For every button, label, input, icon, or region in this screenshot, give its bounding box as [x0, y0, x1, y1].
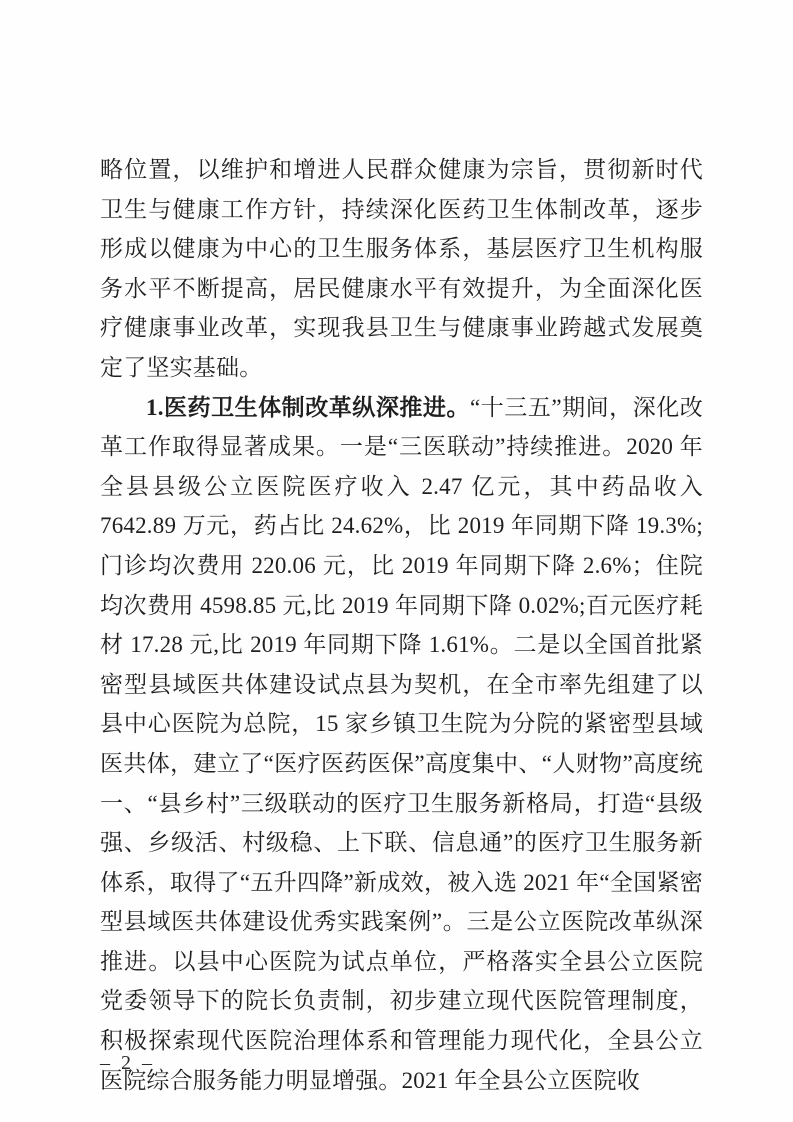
- document-body: [100, 150, 703, 1100]
- paragraph-text: “十三五”期间，深化改革工作取得显著成果。一是“三医联动”持续推进。2020 年全县县级公立医院医疗收入 2.47 亿元，其中药品收入 7642.89 万元，药占比 24.62%，比 2019 年同期下降 19.3%;门诊均次费用 220.06 元，比 2019 年同期下降 2.6%；住院均次费用 4598.85 元,比 2019 年同期下降 0.02%;百元医疗耗材 17.28 元,比 2019 年同期下降 1.61%。二是以全国首批紧密型县域医共体建设试点县为契机，在全市率先组建了以县中心医院为总院，15 家乡镇卫生院为分院的紧密型县域医共体，建立了“医疗医药医保”高度集中、“人财物”高度统一、“县乡村”三级联动的医疗卫生服务新格局，打造“县级强、乡级活、村级稳、上下联、信息通”的医疗卫生服务新体系，取得了“五升四降”新成效，被入选 2021 年“全国紧密型县域医共体建设优秀实践案例”。三是公立医院改革纵深推进。以县中心医院为试点单位，严格落实全县公立医院党委领导下的院长负责制，初步建立现代医院管理制度，积极探索现代医院治理体系和管理能力现代化，全县公立医院综合服务能力明显增强。2021 年全县公立医院收: [100, 394, 704, 1093]
- paragraph-section-1: [100, 388, 703, 1101]
- paragraph-text: 略位置，以维护和增进人民群众健康为宗旨，贯彻新时代卫生与健康工作方针，持续深化医药卫生体制改革，逐步形成以健康为中心的卫生服务体系，基层医疗卫生机构服务水平不断提高，居民健康水平有效提升，为全面深化医疗健康事业改革，实现我县卫生与健康事业跨越式发展奠定了坚实基础。: [100, 157, 703, 380]
- paragraph-continuation: [100, 150, 703, 388]
- page-number: – 2 –: [100, 1052, 155, 1074]
- section-heading: 1.医药卫生体制改革纵深推进。: [146, 394, 470, 420]
